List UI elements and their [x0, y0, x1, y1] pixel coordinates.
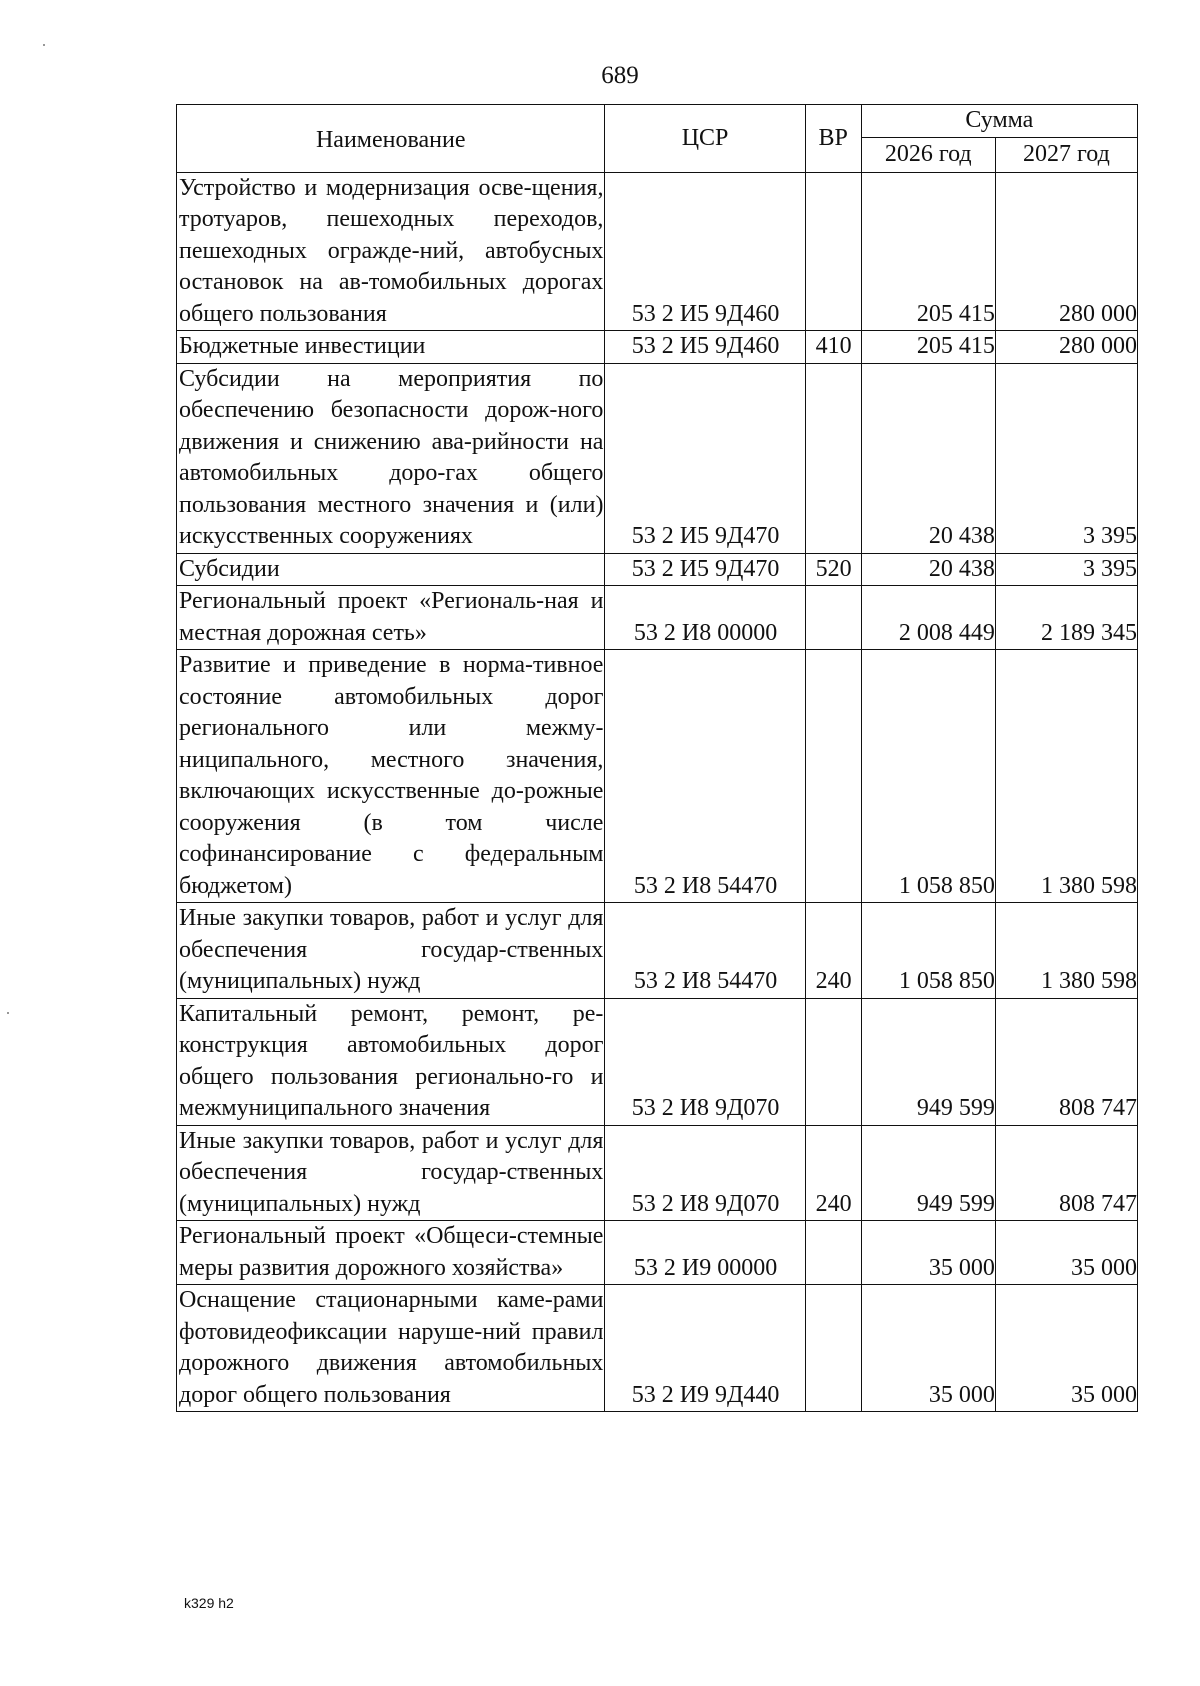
row-csr-cell: 53 2 И9 9Д440	[605, 1285, 805, 1412]
row-csr-cell: 53 2 И5 9Д460	[605, 331, 805, 364]
row-2026-cell: 2 008 449	[861, 586, 995, 650]
row-2026-cell: 20 438	[861, 363, 995, 553]
row-2027-cell: 280 000	[995, 331, 1137, 364]
scan-speck	[43, 44, 45, 46]
table-body	[177, 172, 1138, 1412]
row-vr-cell	[805, 363, 861, 553]
table-row	[177, 172, 1138, 331]
row-2026-cell: 1 058 850	[861, 650, 995, 903]
row-2026-cell: 35 000	[861, 1285, 995, 1412]
row-name-cell: Устройство и модернизация осве-щения, тротуаров, пешеходных переходов, пешеходных огражде-ний, автобусных остановок на ав-томобильных дорогах общего пользования	[177, 172, 605, 331]
row-2026-cell: 205 415	[861, 172, 995, 331]
row-csr-cell: 53 2 И9 00000	[605, 1221, 805, 1285]
table-row	[177, 1285, 1138, 1412]
header-name: Наименование	[177, 105, 605, 173]
row-csr-cell: 53 2 И8 9Д070	[605, 1125, 805, 1221]
row-name-cell: Развитие и приведение в норма-тивное состояние автомобильных дорог регионального или межму-ниципального, местного значения, включающих искусственные до-рожные сооружения (в том числе софинансирование с федеральным бюджетом)	[177, 650, 605, 903]
row-vr-cell	[805, 1285, 861, 1412]
header-year-2027: 2027 год	[995, 137, 1137, 172]
row-2027-cell: 1 380 598	[995, 903, 1137, 999]
row-vr-cell: 410	[805, 331, 861, 364]
row-name-cell: Субсидии	[177, 553, 605, 586]
header-csr: ЦСР	[605, 105, 805, 173]
table-row	[177, 903, 1138, 999]
row-vr-cell: 240	[805, 1125, 861, 1221]
row-2027-cell: 3 395	[995, 363, 1137, 553]
page-number: 689	[601, 62, 639, 89]
row-2026-cell: 949 599	[861, 998, 995, 1125]
row-vr-cell	[805, 1221, 861, 1285]
row-2027-cell: 2 189 345	[995, 586, 1137, 650]
row-vr-cell: 520	[805, 553, 861, 586]
footer-code: k329 h2	[184, 1595, 234, 1611]
header-vr: ВР	[805, 105, 861, 173]
table-row	[177, 650, 1138, 903]
table-row	[177, 1221, 1138, 1285]
row-2026-cell: 205 415	[861, 331, 995, 364]
table-header-row	[177, 105, 1138, 138]
budget-table	[176, 104, 1138, 1412]
row-vr-cell	[805, 172, 861, 331]
row-2027-cell: 280 000	[995, 172, 1137, 331]
row-csr-cell: 53 2 И5 9Д460	[605, 172, 805, 331]
row-name-cell: Субсидии на мероприятия по обеспечению безопасности дорож-ного движения и снижению ава-рийности на автомобильных доро-гах общего пользования местного значения и (или) искусственных сооружениях	[177, 363, 605, 553]
row-2027-cell: 808 747	[995, 998, 1137, 1125]
row-name-cell: Капитальный ремонт, ремонт, ре-конструкция автомобильных дорог общего пользования регионально-го и межмуниципального значения	[177, 998, 605, 1125]
row-vr-cell	[805, 650, 861, 903]
row-2027-cell: 3 395	[995, 553, 1137, 586]
table-row	[177, 1125, 1138, 1221]
row-vr-cell	[805, 998, 861, 1125]
row-csr-cell: 53 2 И8 9Д070	[605, 998, 805, 1125]
table-row	[177, 363, 1138, 553]
header-sum: Сумма	[861, 105, 1137, 138]
row-name-cell: Региональный проект «Общеси-стемные меры развития дорожного хозяйства»	[177, 1221, 605, 1285]
row-csr-cell: 53 2 И8 54470	[605, 903, 805, 999]
row-csr-cell: 53 2 И5 9Д470	[605, 363, 805, 553]
row-2026-cell: 35 000	[861, 1221, 995, 1285]
row-name-cell: Иные закупки товаров, работ и услуг для обеспечения государ-ственных (муниципальных) нужд	[177, 903, 605, 999]
row-2026-cell: 20 438	[861, 553, 995, 586]
row-vr-cell	[805, 586, 861, 650]
row-csr-cell: 53 2 И8 54470	[605, 650, 805, 903]
row-2026-cell: 1 058 850	[861, 903, 995, 999]
row-2027-cell: 808 747	[995, 1125, 1137, 1221]
row-2027-cell: 35 000	[995, 1221, 1137, 1285]
table-row	[177, 331, 1138, 364]
row-name-cell: Оснащение стационарными каме-рами фотовидеофиксации наруше-ний правил дорожного движения автомобильных дорог общего пользования	[177, 1285, 605, 1412]
row-2027-cell: 1 380 598	[995, 650, 1137, 903]
row-vr-cell: 240	[805, 903, 861, 999]
table-row	[177, 998, 1138, 1125]
table-row	[177, 553, 1138, 586]
row-name-cell: Региональный проект «Региональ-ная и местная дорожная сеть»	[177, 586, 605, 650]
row-csr-cell: 53 2 И8 00000	[605, 586, 805, 650]
row-2027-cell: 35 000	[995, 1285, 1137, 1412]
header-year-2026: 2026 год	[861, 137, 995, 172]
table-row	[177, 586, 1138, 650]
row-name-cell: Иные закупки товаров, работ и услуг для обеспечения государ-ственных (муниципальных) нужд	[177, 1125, 605, 1221]
row-name-cell: Бюджетные инвестиции	[177, 331, 605, 364]
row-2026-cell: 949 599	[861, 1125, 995, 1221]
scan-speck	[7, 1012, 9, 1014]
row-csr-cell: 53 2 И5 9Д470	[605, 553, 805, 586]
